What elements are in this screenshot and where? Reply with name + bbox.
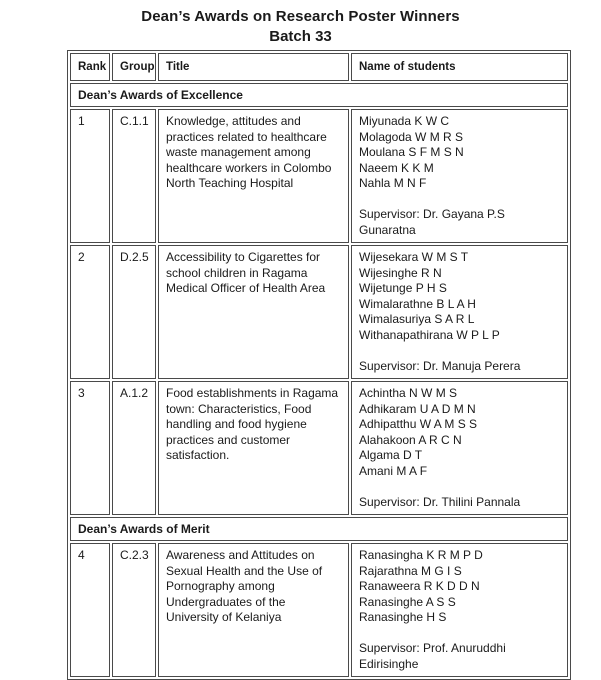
supervisor-line: Supervisor: Dr. Thilini Pannala (359, 494, 521, 509)
rank-cell: 4 (70, 543, 110, 677)
blank-line (359, 479, 560, 495)
student-name: Rajarathna M G I S (359, 563, 462, 578)
students-cell (351, 543, 568, 677)
supervisor-line: Supervisor: Prof. Anuruddhi Edirisinghe (359, 641, 506, 671)
winners-table (67, 50, 571, 680)
table-row (70, 245, 568, 379)
student-name: Algama D T (359, 448, 423, 462)
group-cell: D.2.5 (112, 245, 156, 379)
student-name: Ranasinghe H S (359, 610, 447, 624)
document-subtitle: Batch 33 (269, 28, 332, 45)
student-name: Wimalasuriya S A R L (359, 312, 475, 326)
student-name: Amani M A F (359, 463, 428, 478)
project-title-cell: Food establishments in Ragama town: Characteristics, Food handling and food hygiene practices and customer satisfaction. (158, 381, 349, 515)
project-title-cell: Accessibility to Cigarettes for school children in Ragama Medical Officer of Health Area (158, 245, 349, 379)
section-row (70, 83, 568, 107)
table-row (70, 543, 568, 677)
section-row (70, 517, 568, 541)
header-rank: Rank (70, 53, 110, 81)
table-header-row (70, 53, 568, 81)
supervisor-line: Supervisor: Dr. Gayana P.S Gunaratna (359, 207, 505, 237)
header-name-of-students: Name of students (351, 53, 568, 81)
students-cell (351, 381, 568, 515)
table-row (70, 381, 568, 515)
student-name: Withanapathirana W P L P (359, 327, 500, 342)
student-name: Wijesinghe R N (359, 265, 442, 280)
student-name: Wijetunge P H S (359, 281, 447, 295)
student-name: Achintha N W M S (359, 386, 458, 400)
project-title-cell: Awareness and Attitudes on Sexual Health and the Use of Pornography among Undergraduates of the University of Kelaniya (158, 543, 349, 677)
supervisor-line: Supervisor: Dr. Manuja Perera (359, 358, 521, 373)
rank-cell: 3 (70, 381, 110, 515)
group-cell: A.1.2 (112, 381, 156, 515)
project-title-cell: Knowledge, attitudes and practices related to healthcare waste management among healthcare workers in Colombo North Teaching Hospital (158, 109, 349, 243)
header-title: Title (158, 53, 349, 81)
student-name: Ranasinghe A S S (359, 594, 456, 609)
student-name: Wimalarathne B L A H (359, 296, 476, 311)
student-name: Adhipatthu W A M S S (359, 417, 478, 431)
student-name: Molagoda W M R S (359, 129, 464, 144)
student-name: Ranaweera R K D D N (359, 579, 480, 593)
blank-line (359, 192, 560, 208)
students-cell (351, 109, 568, 243)
group-cell: C.2.3 (112, 543, 156, 677)
student-name: Naeem K K M (359, 160, 434, 175)
student-name: Wijesekara W M S T (359, 250, 469, 264)
student-name: Miyunada K W C (359, 114, 450, 128)
students-cell (351, 245, 568, 379)
student-name: Nahla M N F (359, 176, 427, 190)
student-name: Adhikaram U A D M N (359, 401, 476, 416)
table-body (70, 83, 568, 677)
table-row (70, 109, 568, 243)
header-group: Group (112, 53, 156, 81)
student-name: Moulana S F M S N (359, 145, 464, 159)
document-title: Dean’s Awards on Research Poster Winners (141, 8, 460, 25)
student-name: Alahakoon A R C N (359, 432, 462, 447)
rank-cell: 2 (70, 245, 110, 379)
blank-line (359, 626, 560, 642)
section-label: Dean’s Awards of Excellence (70, 83, 568, 107)
group-cell: C.1.1 (112, 109, 156, 243)
rank-cell: 1 (70, 109, 110, 243)
student-name: Ranasingha K R M P D (359, 548, 483, 562)
blank-line (359, 343, 560, 359)
section-label: Dean’s Awards of Merit (70, 517, 568, 541)
